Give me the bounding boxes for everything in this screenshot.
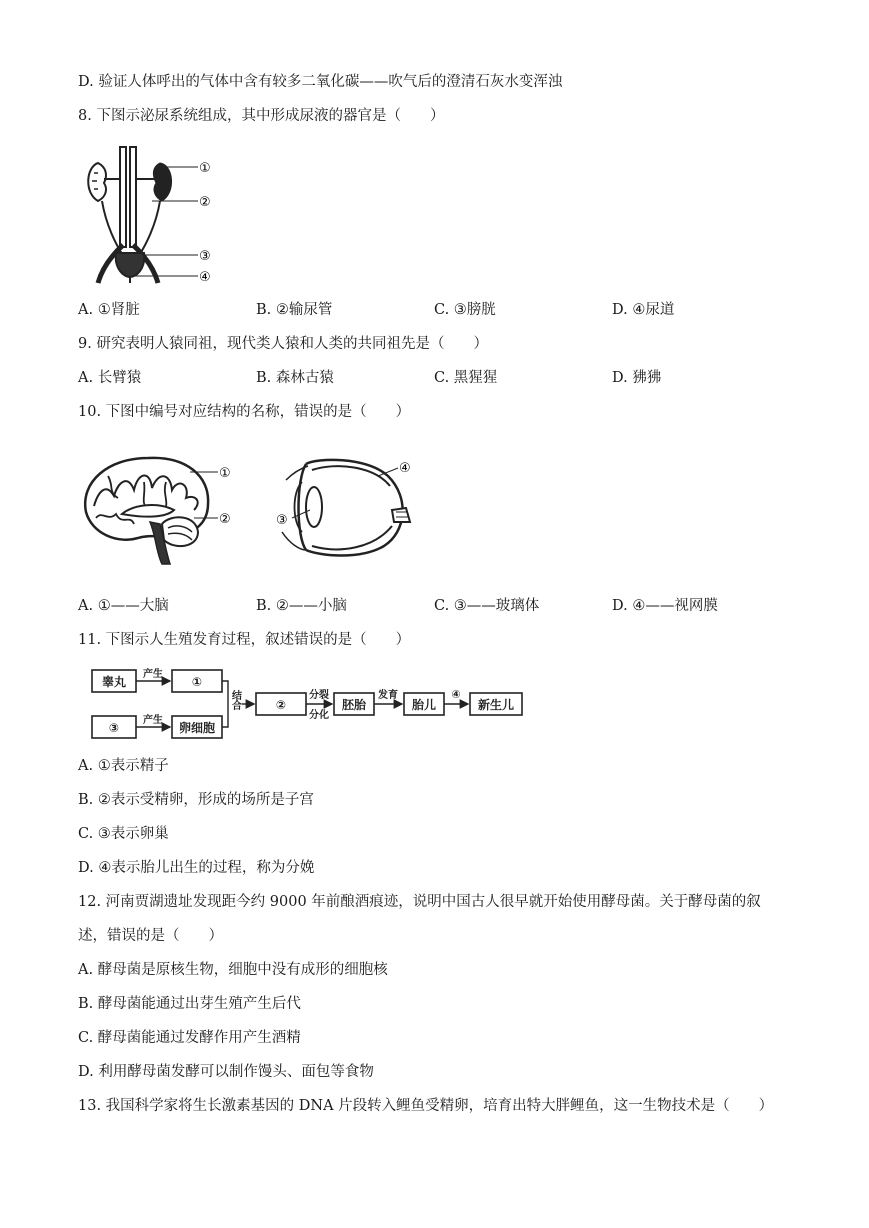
q8-option-d: D. ④尿道 [612, 302, 675, 318]
flow-step-4: ④ [451, 688, 461, 701]
q9-option-c: C. 黑猩猩 [434, 370, 498, 386]
urinary-label-3: ③ [199, 249, 211, 264]
flow-box-3: ③ [108, 721, 120, 735]
flow-combine: 结合 [229, 690, 241, 710]
q11-option-d: D. ④表示胎儿出生的过程，称为分娩 [78, 860, 315, 876]
q9-stem: 9. 研究表明人猿同祖，现代类人猿和人类的共同祖先是（ ） [78, 336, 488, 352]
flow-differentiate: 分化 [309, 710, 329, 721]
flow-develop: 发育 [378, 690, 398, 701]
urinary-label-4: ④ [199, 270, 211, 285]
q9-option-b: B. 森林古猿 [256, 370, 334, 386]
flow-egg: 卵细胞 [178, 721, 216, 735]
flow-produce-2: 产生 [143, 715, 163, 726]
q11-option-c: C. ③表示卵巢 [78, 826, 169, 842]
eye-label-4: ④ [399, 461, 411, 476]
q10-option-c: C. ③——玻璃体 [434, 598, 540, 614]
flow-box-1: ① [191, 675, 203, 689]
urinary-label-2: ② [199, 195, 211, 210]
q13-stem: 13. 我国科学家将生长激素基因的 DNA 片段转入鲤鱼受精卵，培育出特大胖鲤鱼，这一生物技术是（ ） [78, 1098, 774, 1114]
brain-label-1: ① [219, 466, 231, 481]
flow-box-2: ② [275, 698, 287, 712]
q10-option-a: A. ①——大脑 [78, 598, 169, 614]
q8-stem: 8. 下图示泌尿系统组成，其中形成尿液的器官是（ ） [78, 108, 445, 124]
q8-option-b: B. ②输尿管 [256, 302, 333, 318]
q12-option-c: C. 酵母菌能通过发酵作用产生酒精 [78, 1030, 301, 1046]
eye-label-3: ③ [276, 513, 288, 528]
eye-figure [266, 452, 416, 564]
q12-stem-line-1: 12. 河南贾湖遗址发现距今约 9000 年前酿酒痕迹，说明中国古人很早就开始使用酵母菌。关于酵母菌的叙 [78, 894, 761, 910]
urinary-label-1: ① [199, 161, 211, 176]
urinary-system-figure [80, 145, 220, 285]
q7-option-d: D. 验证人体呼出的气体中含有较多二氧化碳——吹气后的澄清石灰水变浑浊 [78, 74, 563, 90]
q9-option-d: D. 狒狒 [612, 370, 662, 386]
flow-newborn: 新生儿 [477, 698, 515, 712]
brain-figure [78, 452, 240, 570]
q9-option-a: A. 长臂猿 [78, 370, 142, 386]
q10-stem: 10. 下图中编号对应结构的名称，错误的是（ ） [78, 404, 411, 420]
q10-option-d: D. ④——视网膜 [612, 598, 718, 614]
q12-stem-line-2: 述，错误的是（ ） [78, 928, 223, 944]
q8-option-a: A. ①肾脏 [78, 302, 140, 318]
flow-testis: 睾丸 [101, 675, 127, 689]
flow-produce-1: 产生 [143, 669, 163, 680]
q10-option-b: B. ②——小脑 [256, 598, 347, 614]
q8-option-c: C. ③膀胱 [434, 302, 496, 318]
q11-stem: 11. 下图示人生殖发育过程，叙述错误的是（ ） [78, 632, 411, 648]
reproduction-flowchart [88, 662, 528, 746]
flow-fetus: 胎儿 [411, 698, 437, 712]
q12-option-d: D. 利用酵母菌发酵可以制作馒头、面包等食物 [78, 1064, 374, 1080]
q12-option-b: B. 酵母菌能通过出芽生殖产生后代 [78, 996, 301, 1012]
q12-option-a: A. 酵母菌是原核生物，细胞中没有成形的细胞核 [78, 962, 388, 978]
brain-label-2: ② [219, 512, 231, 527]
flow-embryo: 胚胎 [341, 698, 367, 712]
q11-option-a: A. ①表示精子 [78, 758, 169, 774]
q11-option-b: B. ②表示受精卵，形成的场所是子宫 [78, 792, 314, 808]
flow-divide: 分裂 [309, 690, 329, 701]
